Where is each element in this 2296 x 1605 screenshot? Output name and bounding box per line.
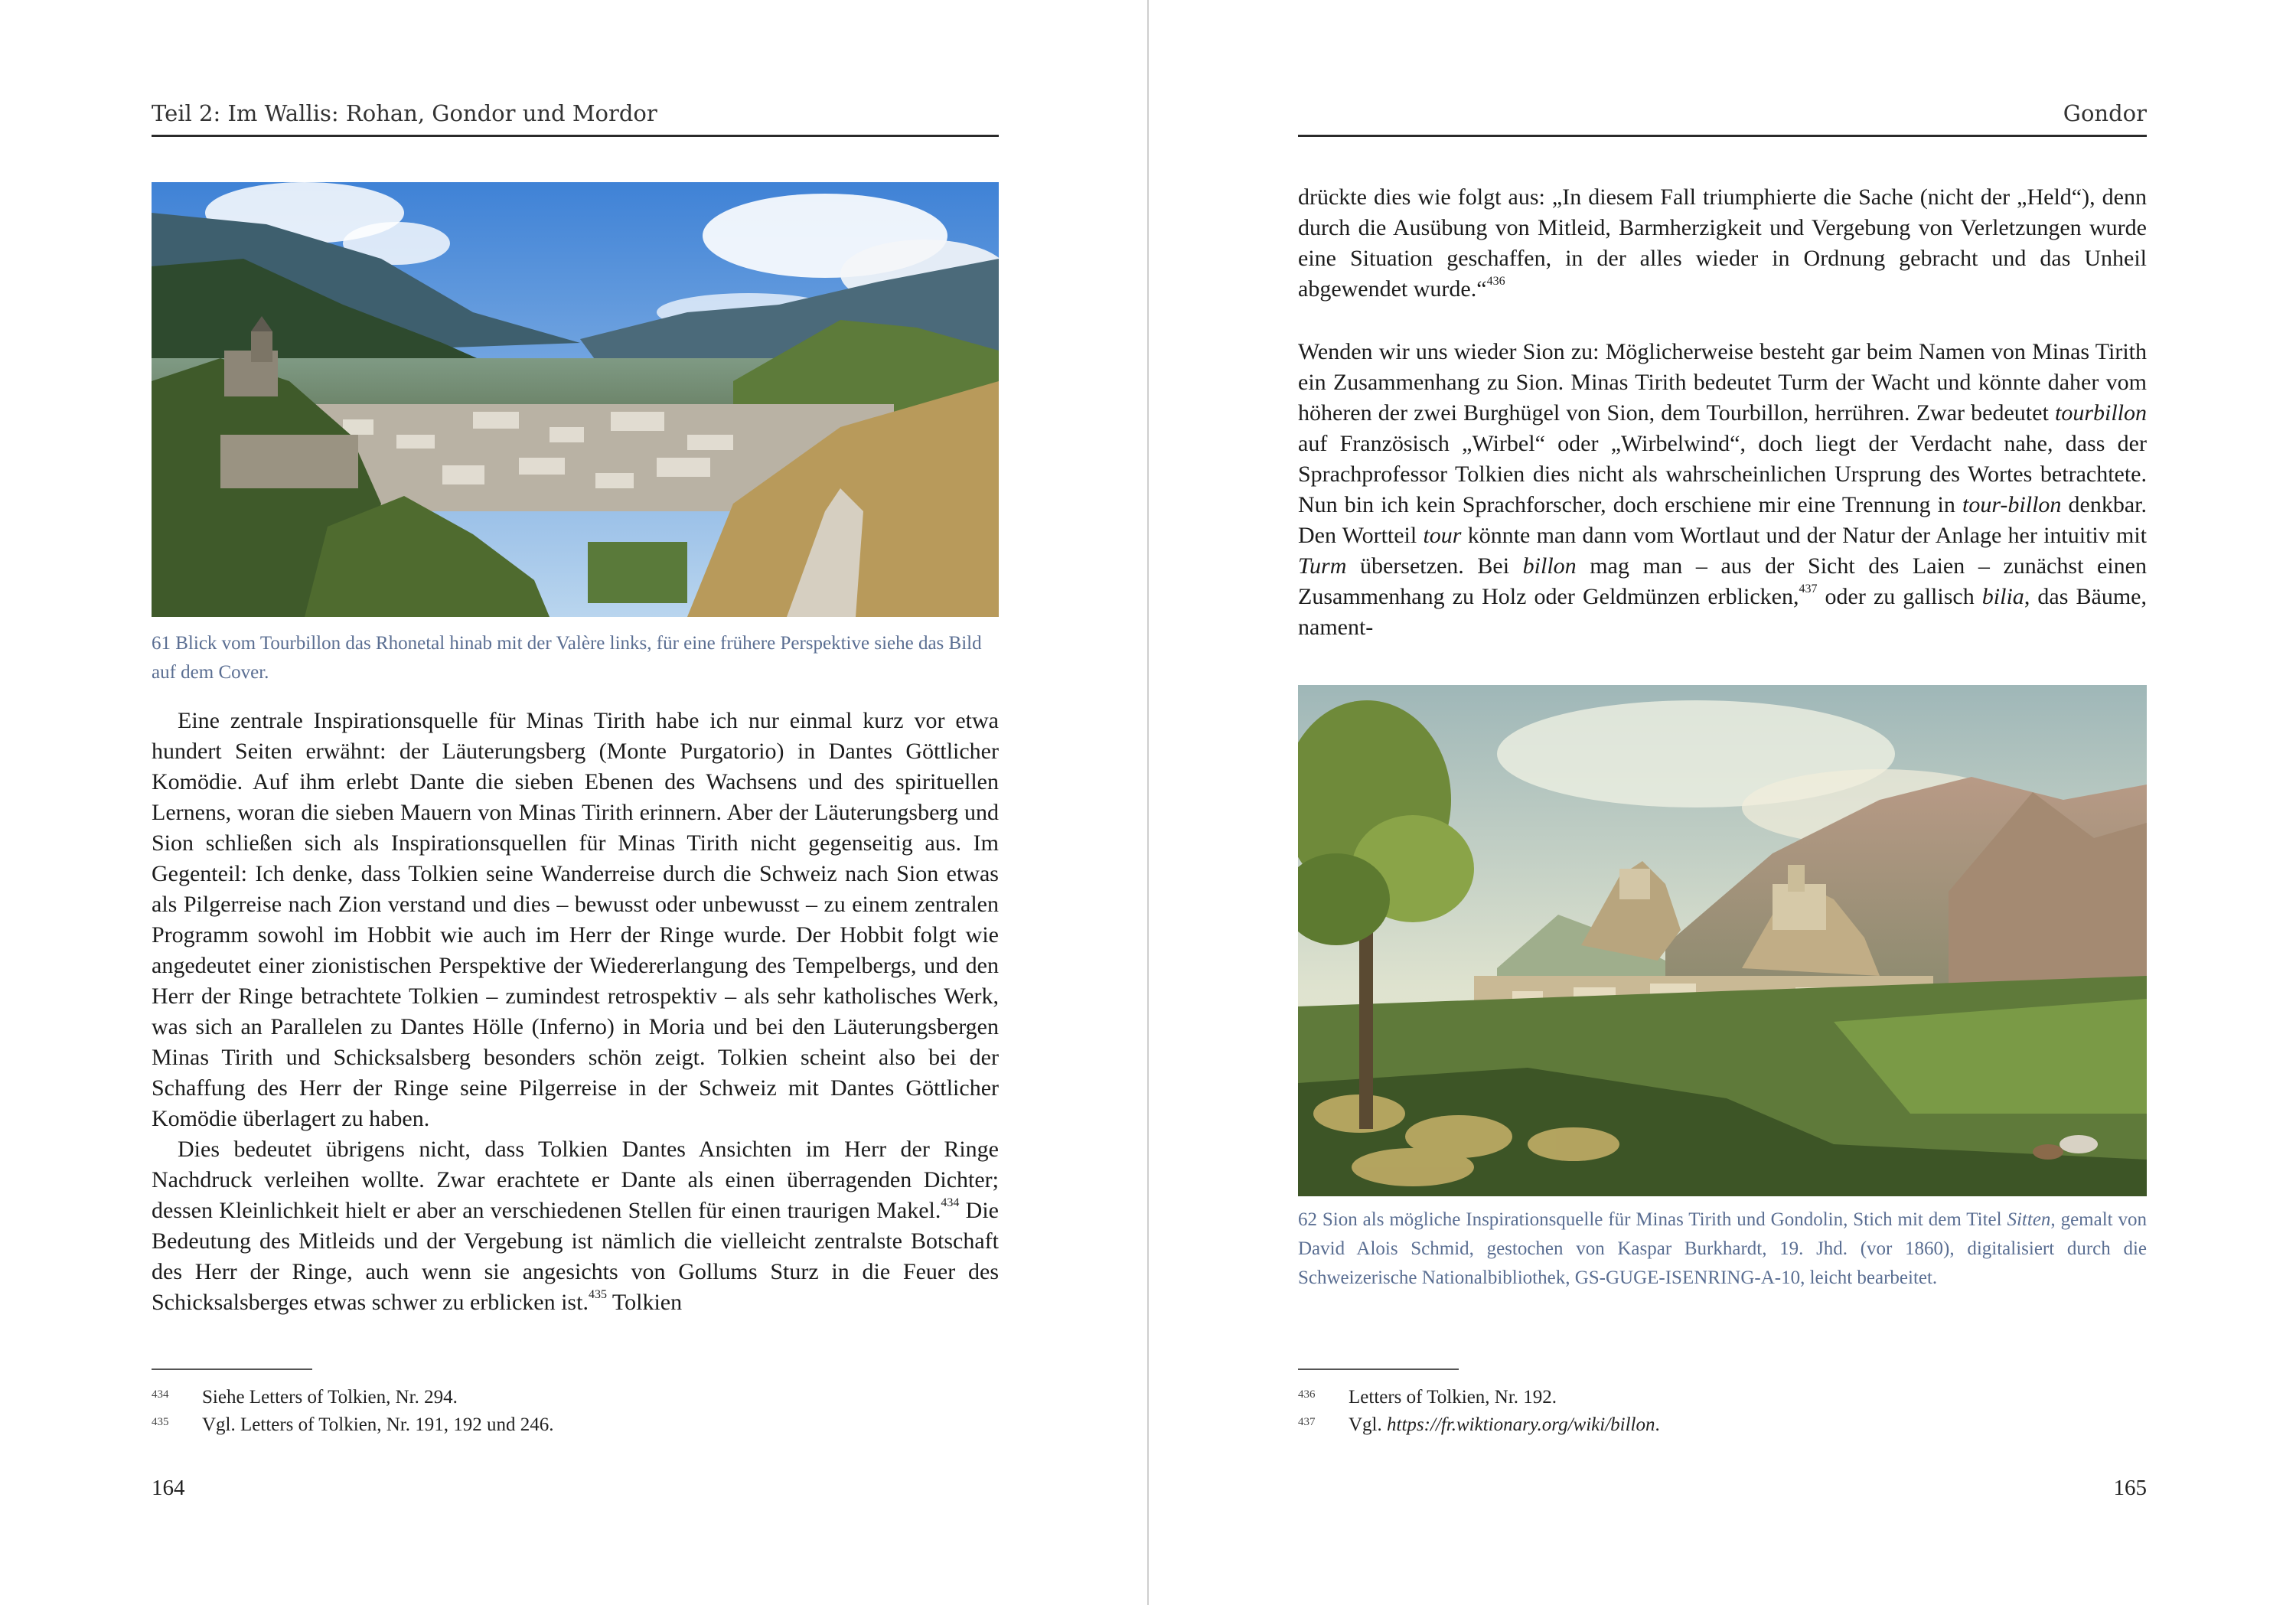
photo-illustration xyxy=(152,182,999,617)
footnote: 436 Letters of Tolkien, Nr. 192. xyxy=(1298,1387,1557,1408)
header-rule xyxy=(152,135,999,137)
footnote: 435 Vgl. Letters of Tolkien, Nr. 191, 192 und 246. xyxy=(152,1414,554,1435)
footnotes-right xyxy=(1298,1384,2147,1439)
paragraph: Wenden wir uns wieder Sion zu: Möglicherweise besteht gar beim Namen von Minas Tirith ein Zusammenhang zu Sion. Minas Tirith bedeutet Turm der Wacht und könnte daher vom höheren der zwei Burghügel von Sion, dem Tourbillon, herrühren. Zwar bedeutet tourbillon auf Französisch „Wirbel“ oder „Wirbelwind“, doch liegt der Verdacht nahe, dass der Sprachprofessor Tolkien dies nicht als wahrscheinlichen Ursprung des Wortes betrachtete. Nun bin ich kein Sprachforscher, doch erschiene mir eine Trennung in tour-billon denkbar. Den Wortteil tour könnte man dann vom Wortlaut und der Natur der Anlage her intuitiv mit Turm übersetzen. Bei billon mag man – aus der Sicht des Laien – zunächst einen Zusammenhang zu Holz oder Geldmünzen erblicken,$^{437}$ oder zu gallisch bilia, das Bäume, nament- xyxy=(1298,339,2148,640)
footnote-rule xyxy=(152,1368,312,1370)
footnote-ref-436[interactable]: 436 xyxy=(1486,275,1505,288)
body-text-left xyxy=(152,706,999,1318)
engraving-sion xyxy=(1298,685,2147,1196)
running-head-left: Teil 2: Im Wallis: Rohan, Gondor und Mordor xyxy=(152,100,657,126)
paragraph: Eine zentrale Inspirationsquelle für Minas Tirith habe ich nur einmal kurz vor etwa hundert Seiten erwähnt: der Läuterungsberg (Monte Purgatorio) in Dantes Göttlicher Komödie. Auf ihm erlebt Dante die sieben Ebenen des Wachsens und des spirituellen Lernens, woran die sieben Mauern von Minas Tirith erinnern. Aber der Läuterungsberg und Sion schließen sich als Inspirationsquellen für Minas Tirith nicht gegenseitig aus. Im Gegenteil: Ich denke, dass Tolkien seine Wanderreise durch die Schweiz nach Sion etwas als Pilgerreise nach Zion verstand und dies – bewusst oder unbewusst – zu einem zentralen Programm sowohl im Hobbit wie auch im Herr der Ringe wurde. Der Hobbit folgt wie angedeutet einer zionistischen Perspektive der Wiedererlangung des Tempelbergs, und den Herr der Ringe betrachtete Tolkien – zumindest retrospektiv – als sehr katholisches Werk, was sich an Parallelen zu Dantes Hölle (Inferno) in Moria und bei den Läuterungsbergen Minas Tirith und Schicksalsberg besonders schön zeigt. Tolkien scheint also bei der Schaffung des Herr der Ringe seine Pilgerreise in der Schweiz mit Dantes Göttlicher Komödie überlagert zu haben. xyxy=(152,708,999,1131)
body-text-right-top xyxy=(1298,182,2147,305)
footnote: 437 Vgl. https://fr.wiktionary.org/wiki/billon. xyxy=(1298,1414,1660,1435)
right-page xyxy=(1148,0,2296,1605)
page-number: 165 xyxy=(2113,1476,2147,1500)
engraving-illustration xyxy=(1298,685,2147,1196)
paragraph: Dies bedeutet übrigens nicht, dass Tolkien Dantes Ansichten im Herr der Ringe Nachdruck verleihen wollte. Zwar erachtete er Dante als einen überragenden Dichter; dessen Kleinlichkeit hielt er aber an verschiedenen Stellen für einen traurigen Makel.$^{434}$ Die Bedeutung des Mitleids und der Vergebung ist nämlich die vielleicht zentralste Botschaft des Herr der Ringe, auch wenn sie angesichts von Gollums Sturz in die Feuer des Schicksalsberges etwas schwer zu erblicken ist.$^{435}$ Tolkien xyxy=(152,1137,999,1315)
footnote-rule xyxy=(1298,1368,1459,1370)
figure-caption-62: 62 Sion als mögliche Inspirationsquelle für Minas Tirith und Gondolin, Stich mit dem Titel Sitten, gemalt von David Alois Schmid, gestochen von Kaspar Burkhardt, 19. Jhd. (vor 1860), digitalisiert durch die Schweizerische Nationalbibliothek, GS-GUGE-ISENRING-A-10, leicht bearbeitet. xyxy=(1298,1209,2148,1288)
body-text-right-mid xyxy=(1298,337,2147,643)
running-head-right: Gondor xyxy=(2063,100,2147,126)
footnote-ref-434[interactable]: 434 xyxy=(941,1196,960,1209)
footnote: 434 Siehe Letters of Tolkien, Nr. 294. xyxy=(152,1387,458,1408)
footnotes-left xyxy=(152,1384,999,1439)
wiktionary-link[interactable]: https://fr.wiktionary.org/wiki/billon xyxy=(1387,1414,1655,1435)
footnote-ref-437[interactable]: 437 xyxy=(1799,582,1818,595)
page-number: 164 xyxy=(152,1476,185,1500)
figure-caption-61: 61 Blick vom Tourbillon das Rhonetal hinab mit der Valère links, für eine frühere Perspektive siehe das Bild auf dem Cover. xyxy=(152,633,982,683)
footnote-ref-435[interactable]: 435 xyxy=(588,1288,607,1301)
photo-rhone-valley xyxy=(152,182,999,617)
paragraph: drückte dies wie folgt aus: „In diesem Fall triumphierte die Sache (nicht der „Held“), denn durch die Ausübung von Mitleid, Barmherzigkeit und Vergebung von Verletzungen wurde eine Situation geschaffen, in der alles wieder in Ordnung gebracht und das Unheil abgewendet wurde.“$^{436}$ xyxy=(1298,184,2147,302)
header-rule xyxy=(1298,135,2147,137)
